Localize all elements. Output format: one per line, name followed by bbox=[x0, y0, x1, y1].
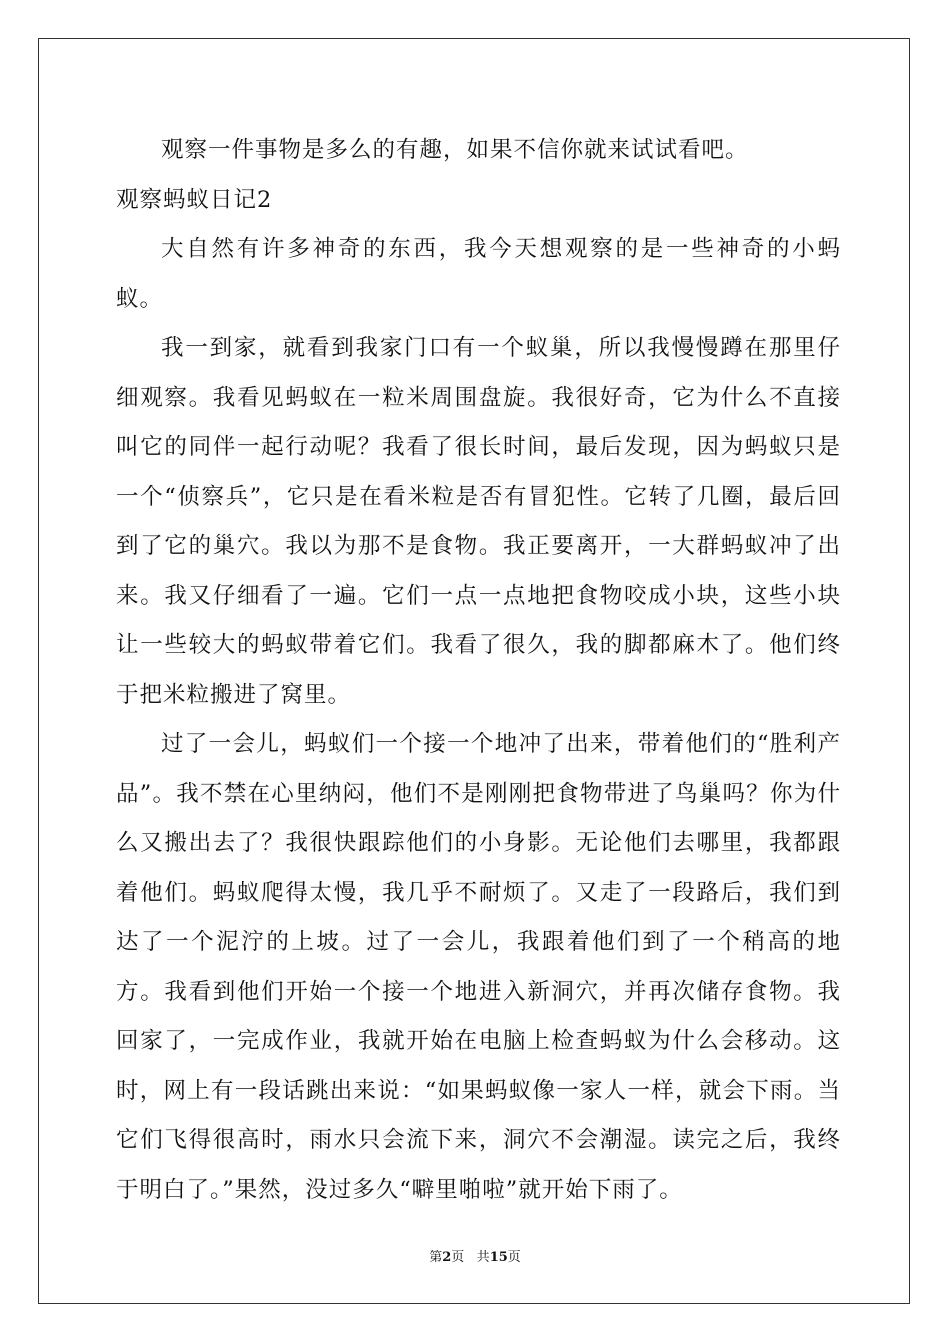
footer-total-suffix: 页 bbox=[507, 1250, 521, 1265]
footer-page-prefix: 第 bbox=[429, 1250, 443, 1265]
page-footer bbox=[0, 1246, 950, 1265]
paragraph: 我一到家，就看到我家门口有一个蚁巢，所以我慢慢蹲在那里仔细观察。我看见蚂蚁在一粒米周围盘旋。我很好奇，它为什么不直接叫它的同伴一起行动呢？我看了很长时间，最后发现，因为蚂蚁只是一个“侦察兵”，它只是在看米粒是否有冒犯性。它转了几圈，最后回到了它的巢穴。我以为那不是食物。我正要离开，一大群蚂蚁冲了出来。我又仔细看了一遍。它们一点一点地把食物咬成小块，这些小块让一些较大的蚂蚁带着它们。我看了很久，我的脚都麻木了。他们终于把米粒搬进了窝里。 bbox=[116, 335, 841, 708]
paragraph: 大自然有许多神奇的东西，我今天想观察的是一些神奇的小蚂蚁。 bbox=[116, 236, 841, 312]
footer-page-suffix: 页 bbox=[451, 1250, 465, 1265]
document-body bbox=[116, 126, 841, 1215]
footer-total-pages: 15 bbox=[489, 1250, 508, 1265]
section-heading: 观察蚂蚁日记2 bbox=[116, 186, 273, 213]
paragraph: 过了一会儿，蚂蚁们一个接一个地冲了出来，带着他们的“胜利产品”。我不禁在心里纳闷，他们不是刚刚把食物带进了鸟巢吗？你为什么又搬出去了？我很快跟踪他们的小身影。无论他们去哪里，我都跟着他们。蚂蚁爬得太慢，我几乎不耐烦了。又走了一段路后，我们到达了一个泥泞的上坡。过了一会儿，我跟着他们到了一个稍高的地方。我看到他们开始一个接一个地进入新洞穴，并再次储存食物。我回家了，一完成作业，我就开始在电脑上检查蚂蚁为什么会移动。这时，网上有一段话跳出来说：“如果蚂蚁像一家人一样，就会下雨。当它们飞得很高时，雨水只会流下来，洞穴不会潮湿。读完之后，我终于明白了。”果然，没过多久“噼里啪啦”就开始下雨了。 bbox=[116, 731, 841, 1203]
footer-total-prefix: 共 bbox=[476, 1250, 490, 1265]
paragraph: 观察一件事物是多么的有趣，如果不信你就来试试看吧。 bbox=[161, 137, 749, 163]
footer-page-number: 2 bbox=[442, 1250, 452, 1265]
